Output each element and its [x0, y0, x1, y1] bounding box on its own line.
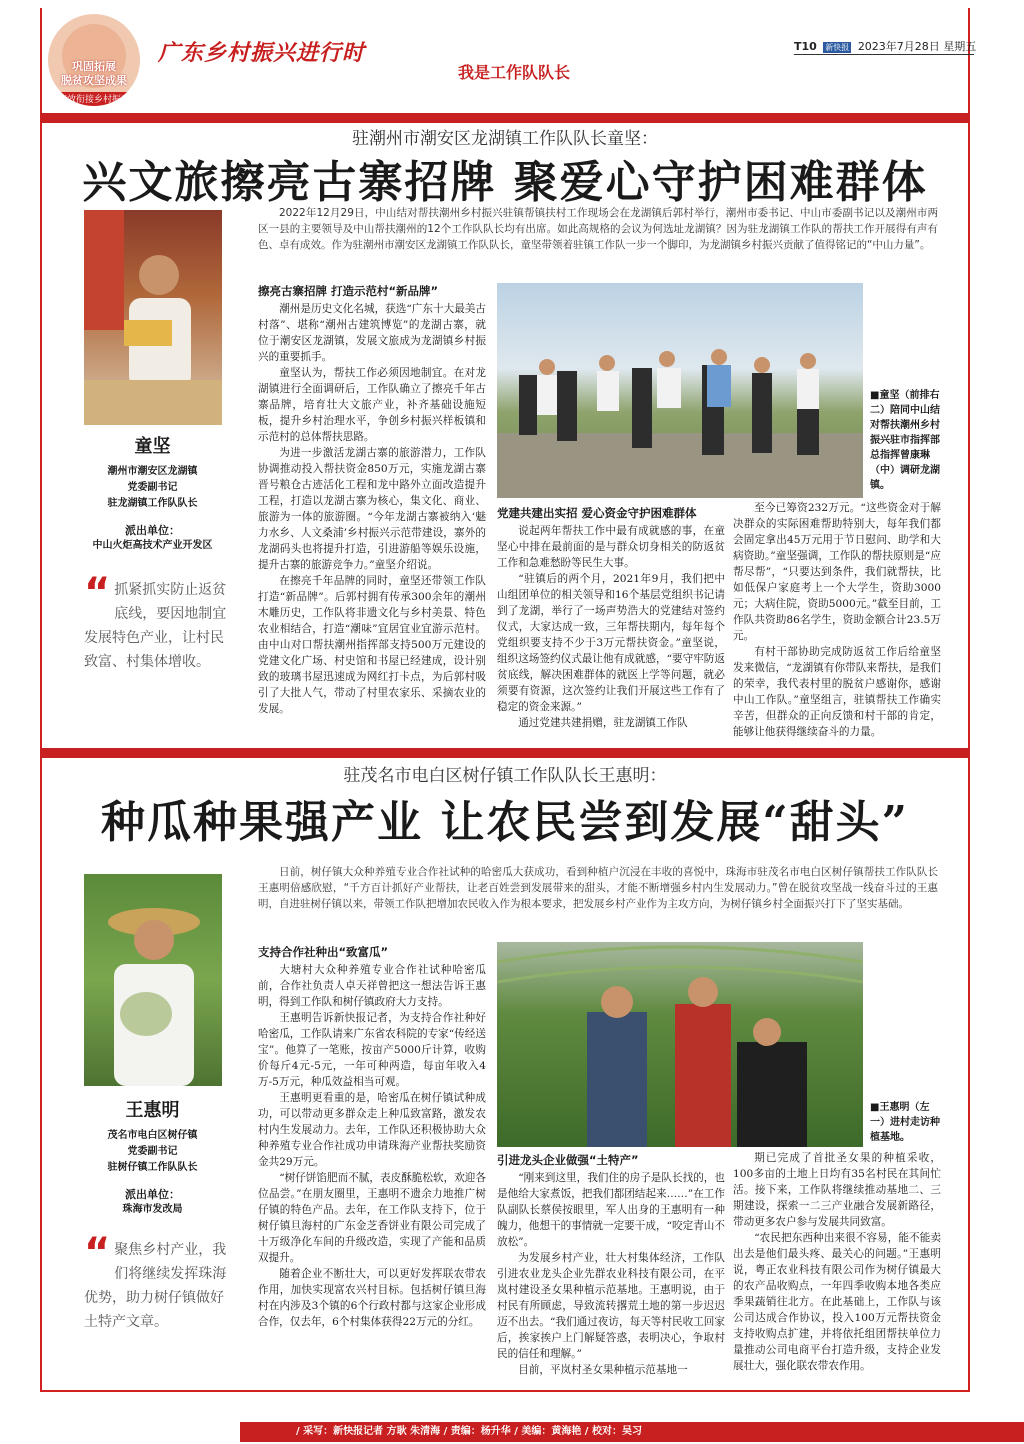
profile-name: 王惠明: [125, 1100, 180, 1121]
quote-mark-icon: “: [84, 1230, 111, 1276]
story2-column-2: [497, 1150, 725, 1382]
profile-title-line: 茂名市电白区树仔镇: [107, 1130, 198, 1141]
dispatch-heading: 派出单位：: [125, 1188, 180, 1201]
page-info: [794, 38, 976, 54]
issue-weekday: 星期五: [943, 40, 977, 53]
story1-kicker: 驻潮州市潮安区龙湖镇工作队队长童坚：: [352, 129, 658, 149]
story1-column-2: [497, 503, 725, 741]
dispatch-heading: 派出单位：: [125, 524, 180, 537]
badge-subtitle: 有效衔接乡村振兴: [48, 92, 140, 106]
story1-profile: [70, 432, 235, 554]
story2-photo-caption: ■王惠明（左一）进村走访种植基地。: [870, 1102, 940, 1143]
profile-name: 童坚: [134, 436, 171, 457]
body-paragraph: 王惠明告诉新快报记者，为支持合作社种好哈密瓜，工作队请来广东省农科院的专家“传经送宝”。他算了一笔账，按亩产5000斤计算，收购价每斤4元-5元，一年可种两造，每亩年收入4万-5万元，种瓜效益相当可观。: [258, 1012, 486, 1088]
body-paragraph: 潮州是历史文化名城，获选“广东十大最美古村落”、堪称“潮州古建筑博览”的龙湖古寨，就位于潮安区龙湖镇，发展文旅成为龙湖镇乡村振兴的重要抓手。: [258, 303, 486, 363]
profile-title-line: 潮州市潮安区龙湖镇: [107, 466, 198, 477]
body-paragraph: “刚来到这里，我们住的房子是队长找的，也是他给大家煮饭，把我们都团结起来……”在工作队副队长蔡侯按眼里，军人出身的王惠明有一种魄力，他想干的事情就一定要干成，“咬定青山不放松”。: [497, 1172, 725, 1248]
story1-column-1: [258, 281, 486, 741]
body-paragraph: 为发展乡村产业，壮大村集体经济，工作队引进农业龙头企业先群农业科技有限公司，在平岚村建设圣女果种植示范基地。王惠明说，由于村民有所顾虑，导致流转撂荒土地的第一步迟迟迈不出去。“我们通过夜访，每天等村民收工回家后，挨家挨户上门解疑答惑，表明决心，争取村民的信任和理解。”: [497, 1252, 725, 1360]
header-rule: [794, 54, 974, 55]
quote-text: 抓紧抓实防止返贫底线，要因地制宜发展特色产业，让村民致富、村集体增收。: [84, 582, 227, 670]
body-paragraph: 目前，平岚村圣女果种植示范基地一: [518, 1364, 688, 1376]
body-paragraph: 为进一步激活龙湖古寨的旅游潜力，工作队协调推动投入帮扶资金850万元，实施龙湖古寨晋号粮仓古迹活化工程和龙中路外立面改造提升工程，打造以龙湖古寨为核心，集文化、商业、旅游为一体的旅游圈。“今年龙湖古寨被纳入‘魅力水乡、人文桑浦’乡村振兴示范带建设，寨外的龙湖码头也将提升打造，引进游船等娱乐设施，提升古寨的旅游竞争力。”童坚介绍说。: [258, 447, 486, 571]
campaign-badge: [48, 14, 140, 106]
profile-title-line: 驻树仔镇工作队队长: [107, 1162, 198, 1173]
story2-profile: [70, 1096, 235, 1218]
lead-paragraph: 日前，树仔镇大众种养殖专业合作社试种的哈密瓜大获成功，看到种植户沉浸在丰收的喜悦中，珠海市驻茂名市电白区树仔镇帮扶工作队队长王惠明倍感欣慰，“千方百计抓好产业帮扶，让老百姓尝到发展带来的甜头，才能不断增强乡村内生发展动力。”曾在脱贫攻坚战一线奋斗过的王惠明，自进驻树仔镇以来，带领工作队把增加农民收入作为根本要求，把发展乡村产业作为主攻方向，为树仔镇乡村全面振兴打下了坚实基础。: [258, 866, 938, 910]
quote-text: 聚焦乡村产业，我们将继续发挥珠海优势，助力树仔镇做好土特产文章。: [84, 1242, 227, 1330]
body-paragraph: 说起两年帮扶工作中最有成就感的事，在童坚心中排在最前面的是与群众切身相关的防返贫工作和急难愁盼等民生大事。: [497, 525, 725, 569]
body-paragraph: “农民把东西种出来很不容易，能不能卖出去是他们最头疼、最关心的问题。”王惠明说，粤正农业科技有限公司作为树仔镇最大的农产品收购点，一年四季收购本地各类应季果蔬销往北方。在此基础上，工作队与该公司达成合作协议，投入100万元帮扶资金支持收购点扩建，并将依托组团帮扶单位力量推动公司电商平台打造升级，支持企业发展壮大，强化联农带农作用。: [733, 1232, 941, 1372]
column-name: 我是工作队队长: [458, 63, 571, 82]
quote-mark-icon: “: [84, 570, 111, 616]
section-heading: 引进龙头企业做强“土特产”: [497, 1153, 639, 1167]
lead-paragraph: 2022年12月29日，中山结对帮扶潮州乡村振兴驻镇帮镇扶村工作现场会在龙湖镇后郭村举行，潮州市委书记、中山市委副书记以及潮州市两区一县的主要领导及中山帮扶潮州的12个工作队队长均有出席。如此高规格的会议为何选址龙湖镇？因为驻龙湖镇工作队的帮扶工作开展得有声有色、卓有成效。作为驻潮州市潮安区龙湖镇工作队队长，童坚带领着驻镇工作队一步一个脚印，为龙湖镇乡村振兴贡献了值得铭记的“中山力量”。: [258, 207, 938, 251]
story1-lead: [258, 205, 938, 253]
campaign-slogan: 广东乡村振兴进行时: [158, 40, 366, 66]
body-paragraph: 至今已筹资232万元。“这些资金对于解决群众的实际困难帮助特别大，每年我们都会固定拿出45万元用于节日慰问、助学和大病资助。”童坚强调，工作队的帮扶原则是“应帮尽帮”，“只要达到条件，我们就帮扶，比如低保户家庭考上一个大学生，资助3000元；大病住院，资助5000元。”截至目前，工作队共资助86名学生，资助金额合计23.5万元。: [733, 502, 941, 642]
body-paragraph: “树仔饼馅肥而不腻，表皮酥脆松软，欢迎各位品尝。”在朋友圈里，王惠明不遗余力地推广树仔镇的特色产品。去年，在工作队支持下，位于树仔镇旦海村的广东金芝香饼业有限公司完成了十万级净化车间的升级改造，实现了产能和品质双提升。: [258, 1172, 486, 1264]
story2-quote: [84, 1230, 234, 1334]
credits-footer: / 采写：新快报记者 方耿 朱清海 / 责编：杨升华 / 美编：黄海艳 / 校对：吴习: [240, 1422, 1024, 1442]
body-paragraph: “驻镇后的两个月，2021年9月，我们把中山组团单位的相关领导和16个基层党组织书记请到了龙湖，举行了一场声势浩大的党建结对签约仪式，大家达成一致，三年帮扶期内，每年每个党组织要支持不少于3万元帮扶资金。”童坚说，组织这场签约仪式最让他有成就感，“要守牢防返贫底线，解决困难群体的就医上学等问题，就必须要有资源，这次签约让我们开展这些工作有了稳定的资金来源。”: [497, 573, 725, 713]
story1-photo: [497, 283, 863, 498]
body-paragraph: 大塘村大众种养殖专业合作社试种哈密瓜前，合作社负责人卓天祥曾把这一想法告诉王惠明，得到工作队和树仔镇政府大力支持。: [258, 964, 486, 1008]
story1-column-3: [733, 500, 941, 741]
dispatch-unit: 中山火炬高技术产业开发区: [92, 540, 213, 551]
section-heading: 支持合作社种出“致富瓜”: [258, 945, 389, 959]
story1-photo-caption: ■童坚（前排右二）陪同中山结对帮扶潮州乡村振兴驻市指挥部总指挥曾康琳（中）调研龙湖镇。: [870, 390, 940, 491]
body-paragraph: 在擦亮千年品牌的同时，童坚还带领工作队打造“新品牌”。后郭村拥有传承300余年的潮州木雕历史，工作队将非遗文化与乡村美景、特色农业相结合，打造“潮味”宜居宜业宜游示范村。由中山对口帮扶潮州指挥部支持500万元建设的党建文化广场、村史馆和书屋已经建成，设计别致的玻璃书屋迅速成为网红打卡点，为后郭村吸引了大批人气，带动了村里农家乐、采摘农业的发展。: [258, 575, 486, 715]
story2-headline: 种瓜种果强产业 让农民尝到发展“甜头”: [101, 797, 909, 848]
issue-date: 2023年7月28日: [857, 40, 940, 53]
page-number: T10: [794, 40, 817, 53]
body-paragraph: 通过党建共建捐赠，驻龙湖镇工作队: [518, 717, 688, 729]
body-paragraph: 期已完成了首批圣女果的种植采收，100多亩的土地上日均有35名村民在其间忙活。接下来，工作队将继续推动基地二、三期建设，探索一二三产业融合发展新路径，带动更多农户参与发展共同致富。: [733, 1152, 941, 1228]
paper-tag: 新快报: [825, 43, 850, 52]
story2-column-3: [733, 1150, 941, 1382]
story2-portrait: [84, 874, 222, 1086]
portrait-figure-icon: [84, 210, 222, 425]
body-paragraph: 随着企业不断壮大，可以更好发挥联农带农作用，加快实现富农兴村目标。包括树仔镇旦海村在内涉及3个镇的6个行政村都与这家企业形成合作，仅去年，6个村集体获得22万元的分红。: [258, 1268, 486, 1328]
story1-quote: [84, 570, 234, 674]
group-photo-figures-icon: [497, 283, 863, 498]
profile-title-line: 党委副书记: [127, 1146, 178, 1157]
badge-title: 巩固拓展 脱贫攻坚成果: [61, 60, 127, 87]
story1-portrait: [84, 210, 222, 425]
story2-kicker: 驻茂名市电白区树仔镇工作队队长王惠明：: [343, 766, 667, 786]
portrait-figure-icon: [84, 874, 222, 1086]
section-bar-1: [40, 113, 970, 123]
farm-visit-figures-icon: [497, 942, 863, 1147]
section-bar-2: [40, 748, 970, 758]
profile-title-line: 党委副书记: [127, 482, 178, 493]
story2-lead: [258, 864, 938, 912]
section-heading: 擦亮古寨招牌 打造示范村“新品牌”: [258, 284, 439, 298]
story2-photo: [497, 942, 863, 1147]
story2-column-1: [258, 942, 486, 1382]
page-header: [40, 0, 970, 105]
section-heading: 党建共建出实招 爱心资金守护困难群体: [497, 506, 697, 520]
dispatch-unit: 珠海市发改局: [122, 1204, 183, 1215]
body-paragraph: 王惠明更看重的是，哈密瓜在树仔镇试种成功，可以带动更多群众走上种瓜致富路，激发农村内生发展动力。去年，工作队还积极协助大众种养殖专业合作社成功申请珠海产业帮扶奖励资金共29万元。: [258, 1092, 486, 1168]
body-paragraph: 童坚认为，帮扶工作必须因地制宜。在对龙湖镇进行全面调研后，工作队确立了擦亮千年古寨品牌，培育壮大文旅产业，补齐基础设施短板，提升乡村治理水平，争创乡村振兴样板镇和示范村的总体帮扶思路。: [258, 367, 486, 443]
profile-title-line: 驻龙湖镇工作队队长: [107, 498, 198, 509]
body-paragraph: 有村干部协助完成防返贫工作后给童坚发来微信，“龙湖镇有你带队来帮扶，是我们的荣幸，我代表村里的脱贫户感谢你，感谢中山工作队。”童坚组言，驻镇帮扶工作确实辛苦，但群众的正向反馈和村干部的肯定，能够让他获得继续奋斗的力量。: [733, 646, 941, 738]
story1-headline: 兴文旅擦亮古寨招牌 聚爱心守护困难群体: [82, 157, 928, 208]
